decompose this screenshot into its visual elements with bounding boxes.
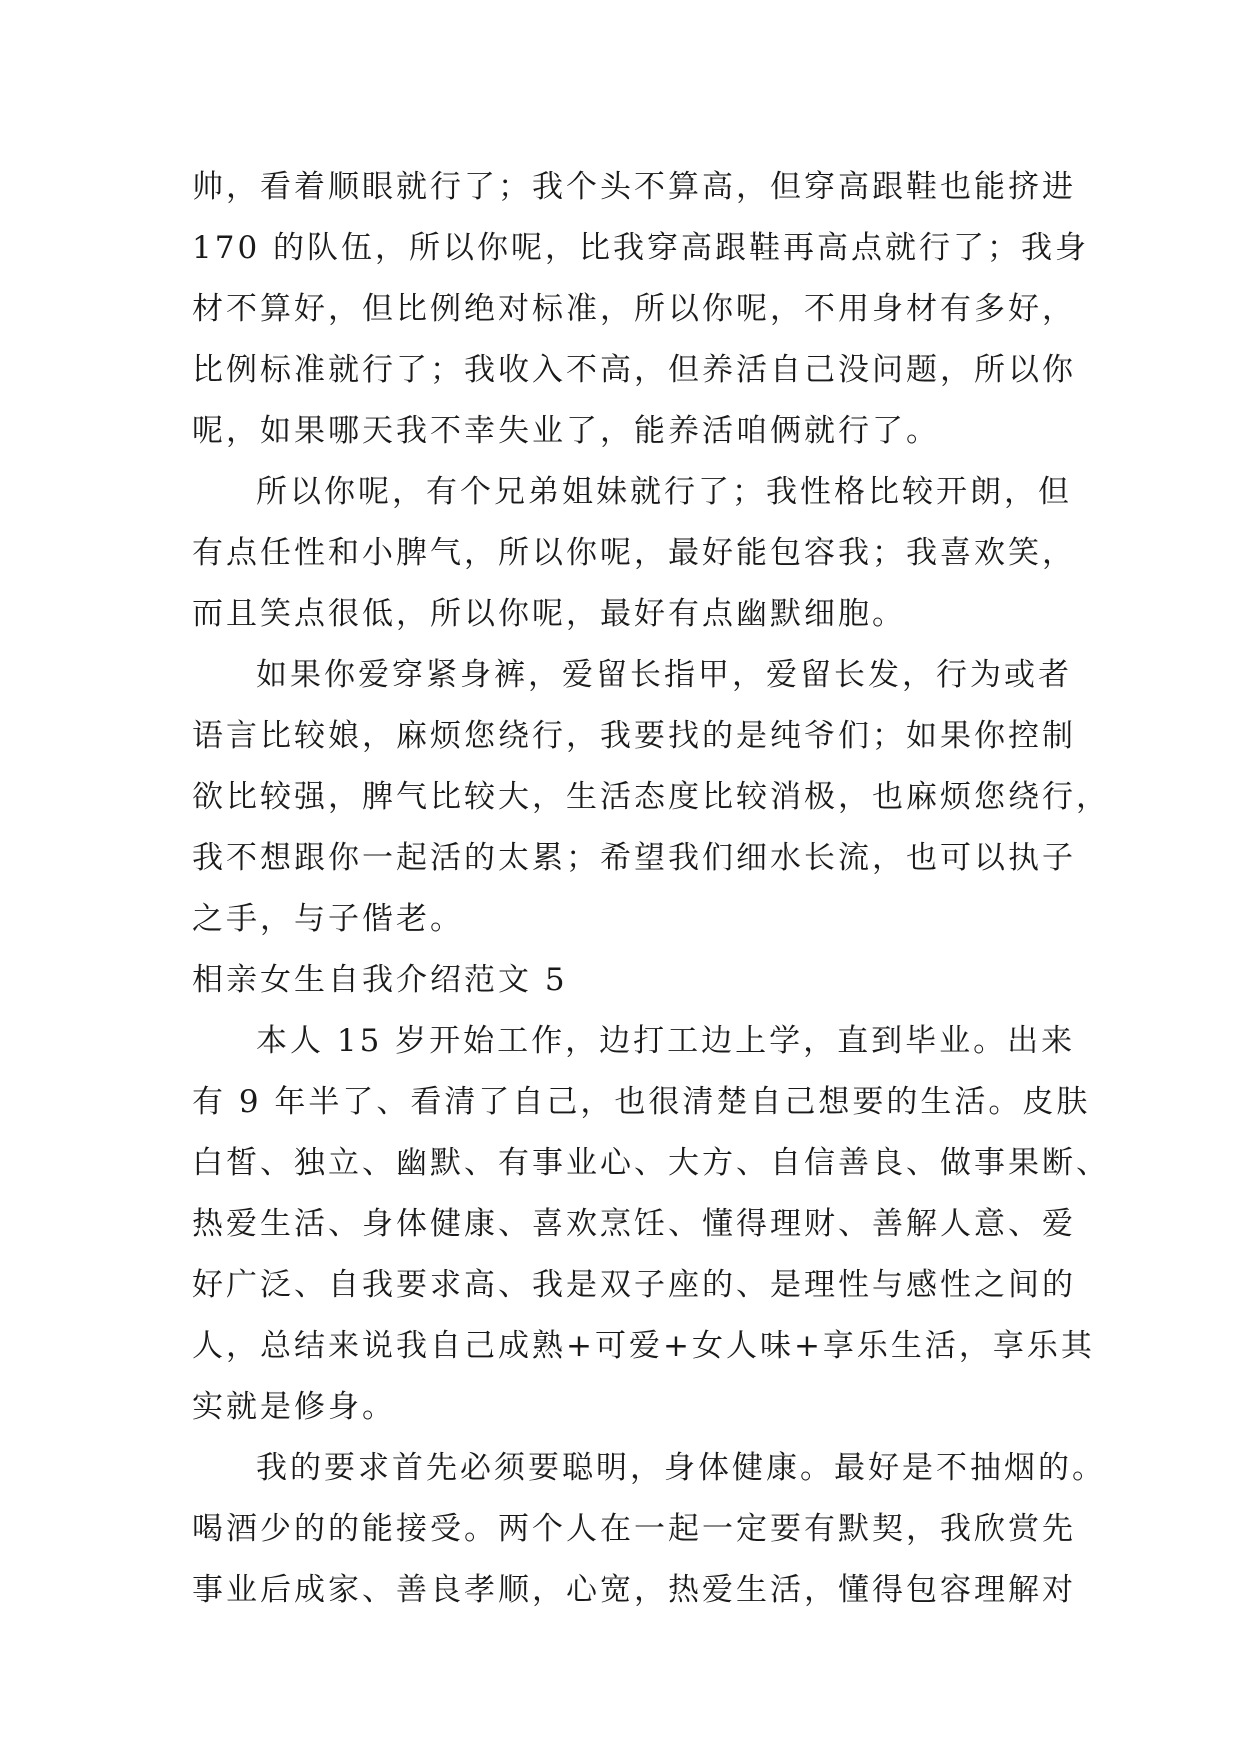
paragraph-first-line: 如果你爱穿紧身裤，爱留长指甲，爱留长发，行为或者 — [256, 657, 1072, 693]
text-line: 之手，与子偕老。 — [192, 901, 464, 937]
paragraph-first-line: 我的要求首先必须要聪明，身体健康。最好是不抽烟的。 — [256, 1450, 1106, 1486]
text-line: 有点任性和小脾气，所以你呢，最好能包容我；我喜欢笑， — [192, 535, 1076, 571]
text-line: 实就是修身。 — [192, 1389, 396, 1425]
text-line: 我不想跟你一起活的太累；希望我们细水长流，也可以执子 — [192, 840, 1076, 876]
text-line: 事业后成家、善良孝顺，心宽，热爱生活，懂得包容理解对 — [192, 1572, 1076, 1608]
text-line: 白皙、独立、幽默、有事业心、大方、自信善良、做事果断、 — [192, 1145, 1110, 1181]
text-line: 而且笑点很低，所以你呢，最好有点幽默细胞。 — [192, 596, 906, 632]
text-line: 比例标准就行了；我收入不高，但养活自己没问题，所以你 — [192, 352, 1076, 388]
document-body — [192, 157, 1110, 1621]
text-line: 语言比较娘，麻烦您绕行，我要找的是纯爷们；如果你控制 — [192, 718, 1076, 754]
text-line: 热爱生活、身体健康、喜欢烹饪、懂得理财、善解人意、爱 — [192, 1206, 1076, 1242]
section-heading: 相亲女生自我介绍范文 5 — [192, 962, 568, 998]
paragraph-first-line: 本人 15 岁开始工作，边打工边上学，直到毕业。出来 — [256, 1023, 1076, 1059]
text-line: 帅，看着顺眼就行了；我个头不算高，但穿高跟鞋也能挤进 — [192, 169, 1076, 205]
text-line: 欲比较强，脾气比较大，生活态度比较消极，也麻烦您绕行， — [192, 779, 1110, 815]
text-line: 170 的队伍，所以你呢，比我穿高跟鞋再高点就行了；我身 — [192, 230, 1090, 266]
text-line: 有 9 年半了、看清了自己，也很清楚自己想要的生活。皮肤 — [192, 1084, 1091, 1120]
text-line: 人，总结来说我自己成熟+可爱+女人味+享乐生活，享乐其 — [192, 1328, 1095, 1364]
text-line: 材不算好，但比例绝对标准，所以你呢，不用身材有多好， — [192, 291, 1076, 327]
text-line: 呢，如果哪天我不幸失业了，能养活咱俩就行了。 — [192, 413, 940, 449]
text-line: 好广泛、自我要求高、我是双子座的、是理性与感性之间的 — [192, 1267, 1076, 1303]
paragraph-first-line: 所以你呢，有个兄弟姐妹就行了；我性格比较开朗，但 — [256, 474, 1072, 510]
text-line: 喝酒少的的能接受。两个人在一起一定要有默契，我欣赏先 — [192, 1511, 1076, 1547]
